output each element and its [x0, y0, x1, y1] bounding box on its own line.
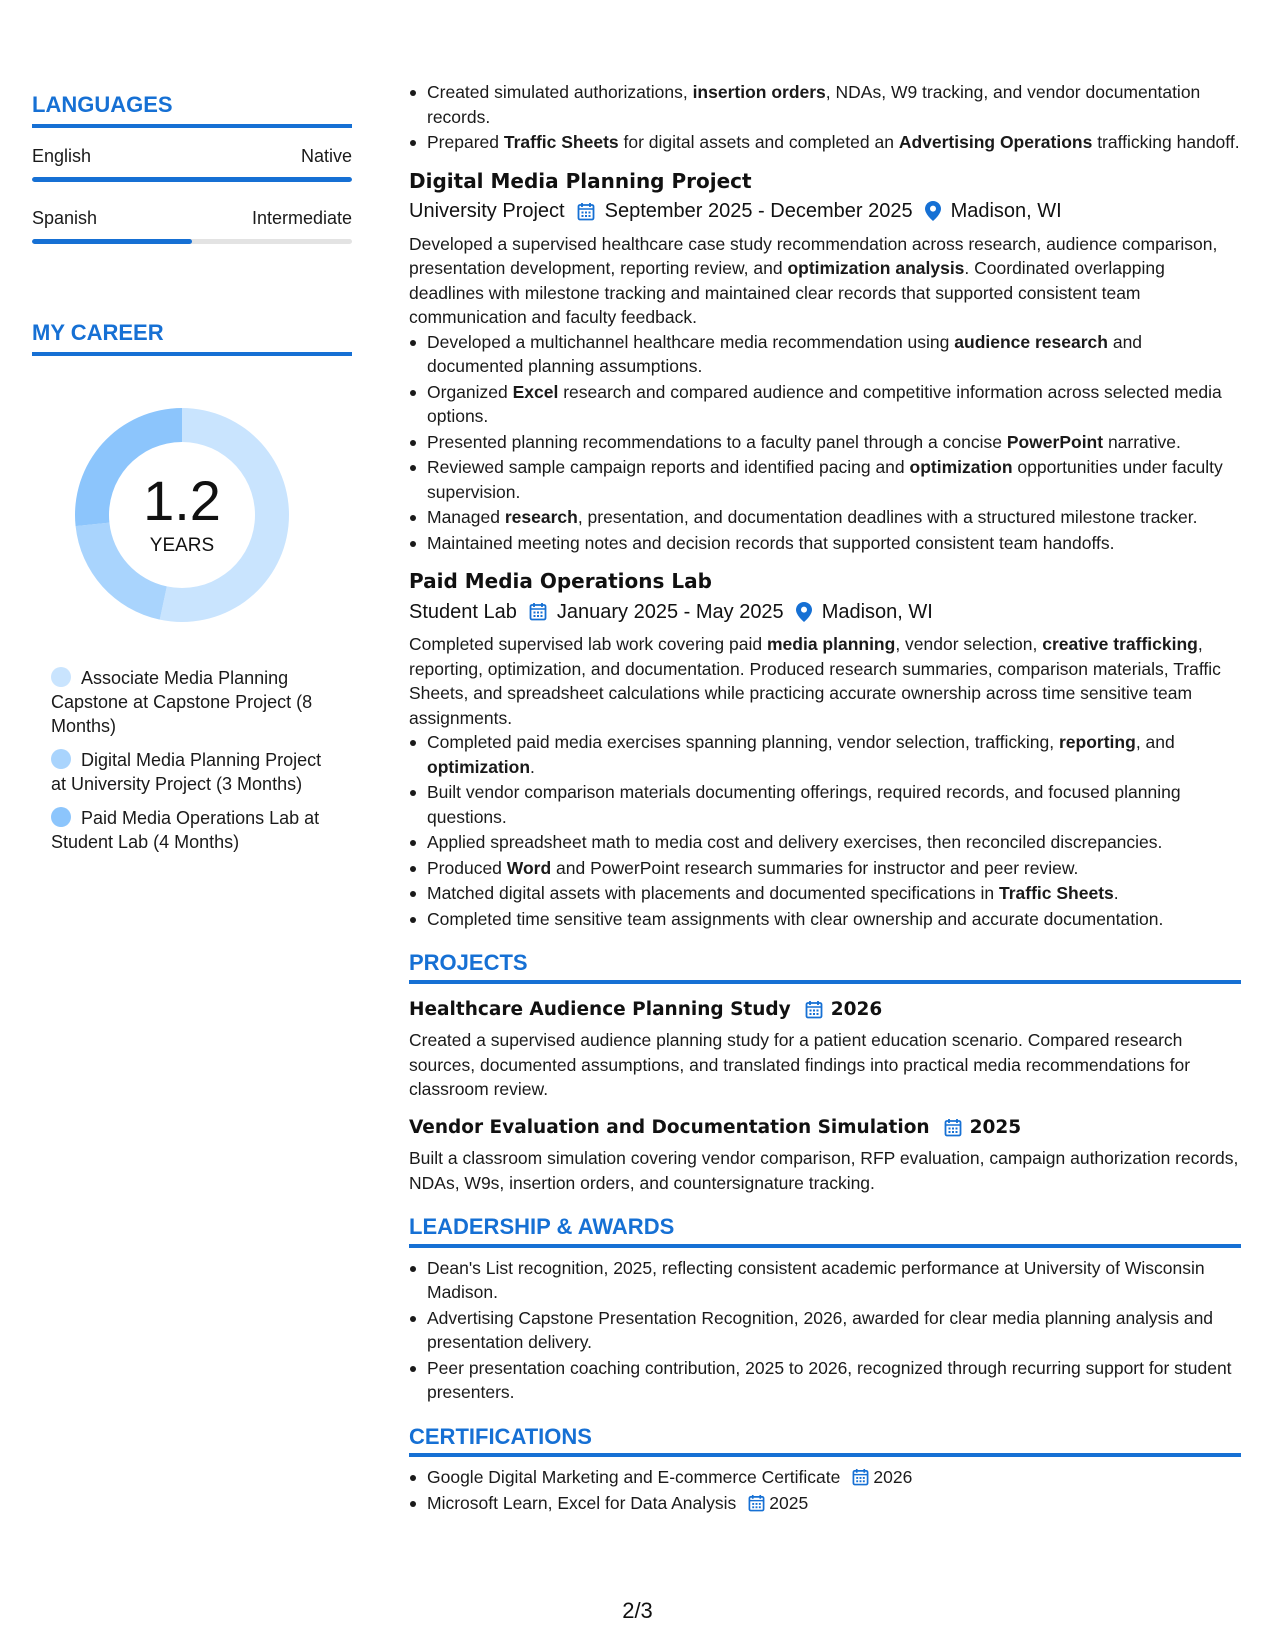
career-donut-center: [67, 400, 297, 630]
career-donut-chart: [67, 400, 297, 630]
leadership-item: Dean's List recognition, 2025, reflecting consistent academic performance at University of Wisconsin Madison.: [409, 1256, 1241, 1305]
left-column: [32, 92, 352, 864]
entry-dates: January 2025 - May 2025: [556, 600, 784, 623]
language-proficiency-fill: [32, 177, 352, 182]
language-proficiency-fill: [32, 239, 192, 244]
entry-org: Student Lab: [409, 600, 517, 623]
experience-entry: [409, 569, 1241, 931]
calendar-icon: [805, 1000, 823, 1019]
bullet-item: Maintained meeting notes and decision records that supported consistent team handoffs.: [409, 531, 1241, 556]
language-level: Intermediate: [251, 208, 352, 228]
legend-dot: [51, 749, 71, 769]
career-years-value: 1.2: [143, 469, 221, 532]
bullet-item: Organized Excel research and compared audience and competitive information across selected media options.: [409, 380, 1241, 429]
language-item: [32, 146, 352, 182]
legend-dot: [51, 667, 71, 687]
bullet-item: Presented planning recommendations to a faculty panel through a concise PowerPoint narrative.: [409, 430, 1241, 455]
bullet-item: Created simulated authorizations, insertion orders, NDAs, W9 tracking, and vendor documentation records.: [409, 80, 1241, 129]
projects-section: [409, 951, 1241, 1195]
career-legend-label: Digital Media Planning Project at University Project (3 Months): [51, 750, 322, 794]
bullet-item: Completed paid media exercises spanning planning, vendor selection, trafficking, reporting, and optimization.: [409, 730, 1241, 779]
career-legend-item: [51, 806, 341, 854]
leadership-section: [409, 1215, 1241, 1405]
project-year: 2025: [969, 1116, 1022, 1138]
calendar-icon: [577, 202, 595, 221]
certification-year: 2026: [873, 1467, 913, 1487]
languages-section: [32, 92, 352, 244]
certification-name: Microsoft Learn, Excel for Data Analysis: [427, 1492, 737, 1513]
certifications-section: [409, 1425, 1241, 1516]
map-pin-icon: [925, 201, 941, 221]
bullet-item: Produced Word and PowerPoint research summaries for instructor and peer review.: [409, 856, 1241, 881]
map-pin-icon: [796, 602, 812, 622]
certifications-heading: CERTIFICATIONS: [409, 1425, 1241, 1458]
career-years-unit: YEARS: [149, 535, 215, 556]
certification-item: [409, 1491, 1241, 1516]
bullet-item: Completed time sensitive team assignments with clear ownership and accurate documentation.: [409, 907, 1241, 932]
career-legend-item: [51, 748, 341, 796]
bullet-item: Reviewed sample campaign reports and identified pacing and optimization opportunities under faculty supervision.: [409, 455, 1241, 504]
entry-bullets: [409, 730, 1241, 931]
language-item: [32, 208, 352, 244]
bullet-item: Developed a multichannel healthcare media recommendation using audience research and documented planning assumptions.: [409, 330, 1241, 379]
bullet-item: Matched digital assets with placements and documented specifications in Traffic Sheets.: [409, 881, 1241, 906]
project-description: Built a classroom simulation covering vendor comparison, RFP evaluation, campaign authorization records, NDAs, W9s, insertion orders, and countersignature tracking.: [409, 1148, 1239, 1193]
career-heading: MY CAREER: [32, 320, 352, 356]
bullet-item: Managed research, presentation, and documentation deadlines with a structured milestone tracker.: [409, 505, 1241, 530]
entry-description: Completed supervised lab work covering paid media planning, vendor selection, creative trafficking, reporting, optimization, and documentation. Produced research summaries, comparison materials, Traffic Sheets, and spreadsheet calculations while practicing accurate ownership across time sensitive team assignments.: [409, 634, 1221, 728]
right-column: [409, 80, 1241, 1516]
career-legend-label: Paid Media Operations Lab at Student Lab (4 Months): [51, 808, 320, 852]
languages-heading: LANGUAGES: [32, 92, 352, 128]
career-section: [32, 320, 352, 854]
entry-meta: [409, 199, 1241, 224]
leadership-item: Peer presentation coaching contribution, 2025 to 2026, recognized through recurring support for student presenters.: [409, 1356, 1241, 1405]
entry-org: University Project: [409, 200, 565, 222]
language-name: Spanish: [32, 208, 98, 228]
language-proficiency-bar: [32, 239, 352, 244]
certification-year: 2025: [769, 1492, 809, 1513]
entry-location: Madison, WI: [821, 600, 933, 623]
continued-bullets: [409, 80, 1241, 155]
entry-location: Madison, WI: [950, 200, 1062, 222]
calendar-icon: [852, 1468, 869, 1486]
career-legend-item: [51, 666, 341, 738]
entry-bullets: [409, 330, 1241, 556]
entry-description: Developed a supervised healthcare case study recommendation across research, audience comparison, presentation development, reporting review, and optimization analysis. Coordinated overlapping deadlines with milestone tracking and maintained clear records that supported consistent team communication and faculty feedback.: [409, 233, 1218, 327]
calendar-icon: [748, 1494, 765, 1512]
bullet-item: Built vendor comparison materials documenting offerings, required records, and focused planning questions.: [409, 780, 1241, 829]
projects-heading: PROJECTS: [409, 951, 1241, 984]
career-legend: [51, 666, 341, 854]
calendar-icon: [529, 602, 547, 621]
calendar-icon: [944, 1118, 962, 1137]
language-level: Native: [300, 146, 352, 166]
certification-item: [409, 1465, 1241, 1490]
entry-title: Paid Media Operations Lab: [409, 569, 712, 593]
project-title-row: [409, 998, 1241, 1023]
experience-entry: [409, 169, 1241, 556]
language-proficiency-bar: [32, 177, 352, 182]
language-name: English: [32, 146, 92, 166]
bullet-item: Prepared Traffic Sheets for digital assets and completed an Advertising Operations trafficking handoff.: [409, 130, 1241, 155]
project-title: Vendor Evaluation and Documentation Simulation: [409, 1116, 930, 1138]
page-number: 2/3: [622, 1598, 653, 1623]
certifications-list: [409, 1465, 1241, 1515]
project-description: Created a supervised audience planning study for a patient education scenario. Compared research sources, documented assumptions, and translated findings into practical media recommendations for classroom review.: [409, 1030, 1191, 1099]
leadership-item: Advertising Capstone Presentation Recognition, 2026, awarded for clear media planning analysis and presentation delivery.: [409, 1306, 1241, 1355]
project-year: 2026: [830, 998, 883, 1020]
legend-dot: [51, 807, 71, 827]
bullet-item: Applied spreadsheet math to media cost and delivery exercises, then reconciled discrepancies.: [409, 830, 1241, 855]
project-title-row: [409, 1116, 1241, 1141]
entry-dates: September 2025 - December 2025: [604, 200, 913, 222]
leadership-list: [409, 1256, 1241, 1405]
career-legend-label: Associate Media Planning Capstone at Capstone Project (8 Months): [51, 668, 313, 736]
entry-meta: [409, 600, 1241, 625]
certification-name: Google Digital Marketing and E-commerce Certificate: [427, 1467, 841, 1487]
leadership-heading: LEADERSHIP & AWARDS: [409, 1215, 1241, 1248]
project-title: Healthcare Audience Planning Study: [409, 998, 791, 1020]
entry-title: Digital Media Planning Project: [409, 168, 752, 193]
